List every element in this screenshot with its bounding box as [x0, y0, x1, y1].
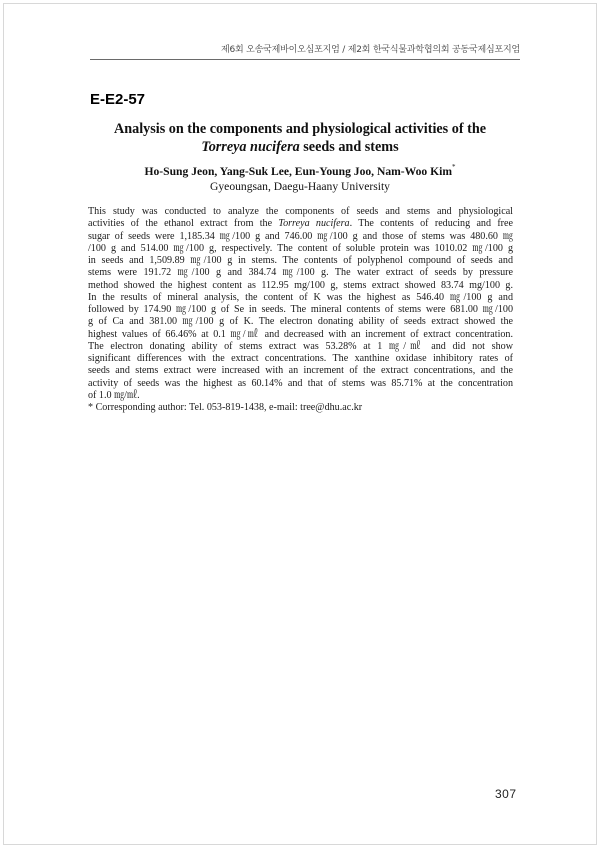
abstract-line: stems were 191.72 ㎎/100 g and 384.74 ㎎/100 g. The water extract of seeds by pressure: [88, 267, 513, 279]
abstract-line: significant differences with the extract concentrations. The xanthine oxidase inhibitory rates of: [88, 353, 513, 364]
abstract-line: g of Ca and 381.00 ㎎/100 g of K. The electron donating ability of seeds extract showed the: [88, 316, 513, 328]
abstract-line: The electron donating ability of stems extract was 53.28% at 1 ㎎/㎖ and did not show: [88, 340, 513, 352]
species-name: Torreya nucifera: [278, 218, 350, 230]
author-list: [90, 163, 510, 178]
header-rule: [90, 59, 520, 60]
abstract-line: activities of the ethanol extract from the Torreya nucifera. The contents of reducing and free: [88, 218, 513, 230]
abstract-body: [88, 206, 513, 414]
abstract-line: followed by 174.90 ㎎/100 g of Se in seeds. The mineral contents of stems were 681.00 ㎎/100: [88, 304, 513, 315]
corresponding-mark: *: [452, 163, 456, 171]
abstract-line: sugar of seeds were 1,185.34 ㎎/100 g and 746.00 ㎎/100 g and those of stems was 480.60 ㎎: [88, 230, 513, 242]
abstract-line: in seeds and 1,509.89 ㎎/100 g in stems. The contents of polyphenol compound of seeds and: [88, 255, 513, 266]
title-species: Torreya nucifera: [201, 139, 300, 155]
corresponding-author: * Corresponding author: Tel. 053-819-1438, e-mail: tree@dhu.ac.kr: [88, 402, 363, 413]
affiliation: Gyeoungsan, Daegu-Haany University: [210, 180, 390, 193]
running-header: 제6회 오송국제바이오심포지엄 / 제2회 한국식물과학협의회 공동국제심포지엄: [221, 45, 520, 55]
abstract-line: activity of seeds was the highest as 60.14% and that of stems was 85.71% at the concentration: [88, 377, 513, 389]
page-number: 307: [495, 787, 517, 801]
abstract-line: seeds and stems extract were increased with an increment of the extract concentrations, and the: [88, 365, 513, 377]
title-line-2: [90, 138, 510, 156]
abstract-line: This study was conducted to analyze the components of seeds and stems and physiological: [88, 206, 513, 217]
abstract-line: highest values of 66.46% at 0.1 ㎎/㎖ and decreased with an increment of extract concentration.: [88, 328, 513, 340]
abstract-code: E-E2-57: [90, 91, 146, 108]
abstract-line: /100 g and 514.00 ㎎/100 g, respectively. The content of soluble protein was 1010.02 ㎎/100 g: [88, 242, 513, 254]
abstract-line: In the results of mineral analysis, the content of K was the highest as 546.40 ㎎/100 g and: [88, 291, 513, 303]
abstract-line: method showed the highest content as 112.95 mg/100 g, stems extract showed 83.74 mg/100 g.: [88, 279, 513, 291]
title-line-1: Analysis on the components and physiological activities of the: [113, 121, 487, 137]
paper-title: [90, 120, 510, 156]
abstract-line-last: of 1.0 ㎎/㎖.: [88, 389, 140, 401]
title-line-2-rest: seeds and stems: [299, 139, 399, 155]
author-names: Ho-Sung Jeon, Yang-Suk Lee, Eun-Young Joo, Nam-Woo Kim: [144, 165, 452, 178]
